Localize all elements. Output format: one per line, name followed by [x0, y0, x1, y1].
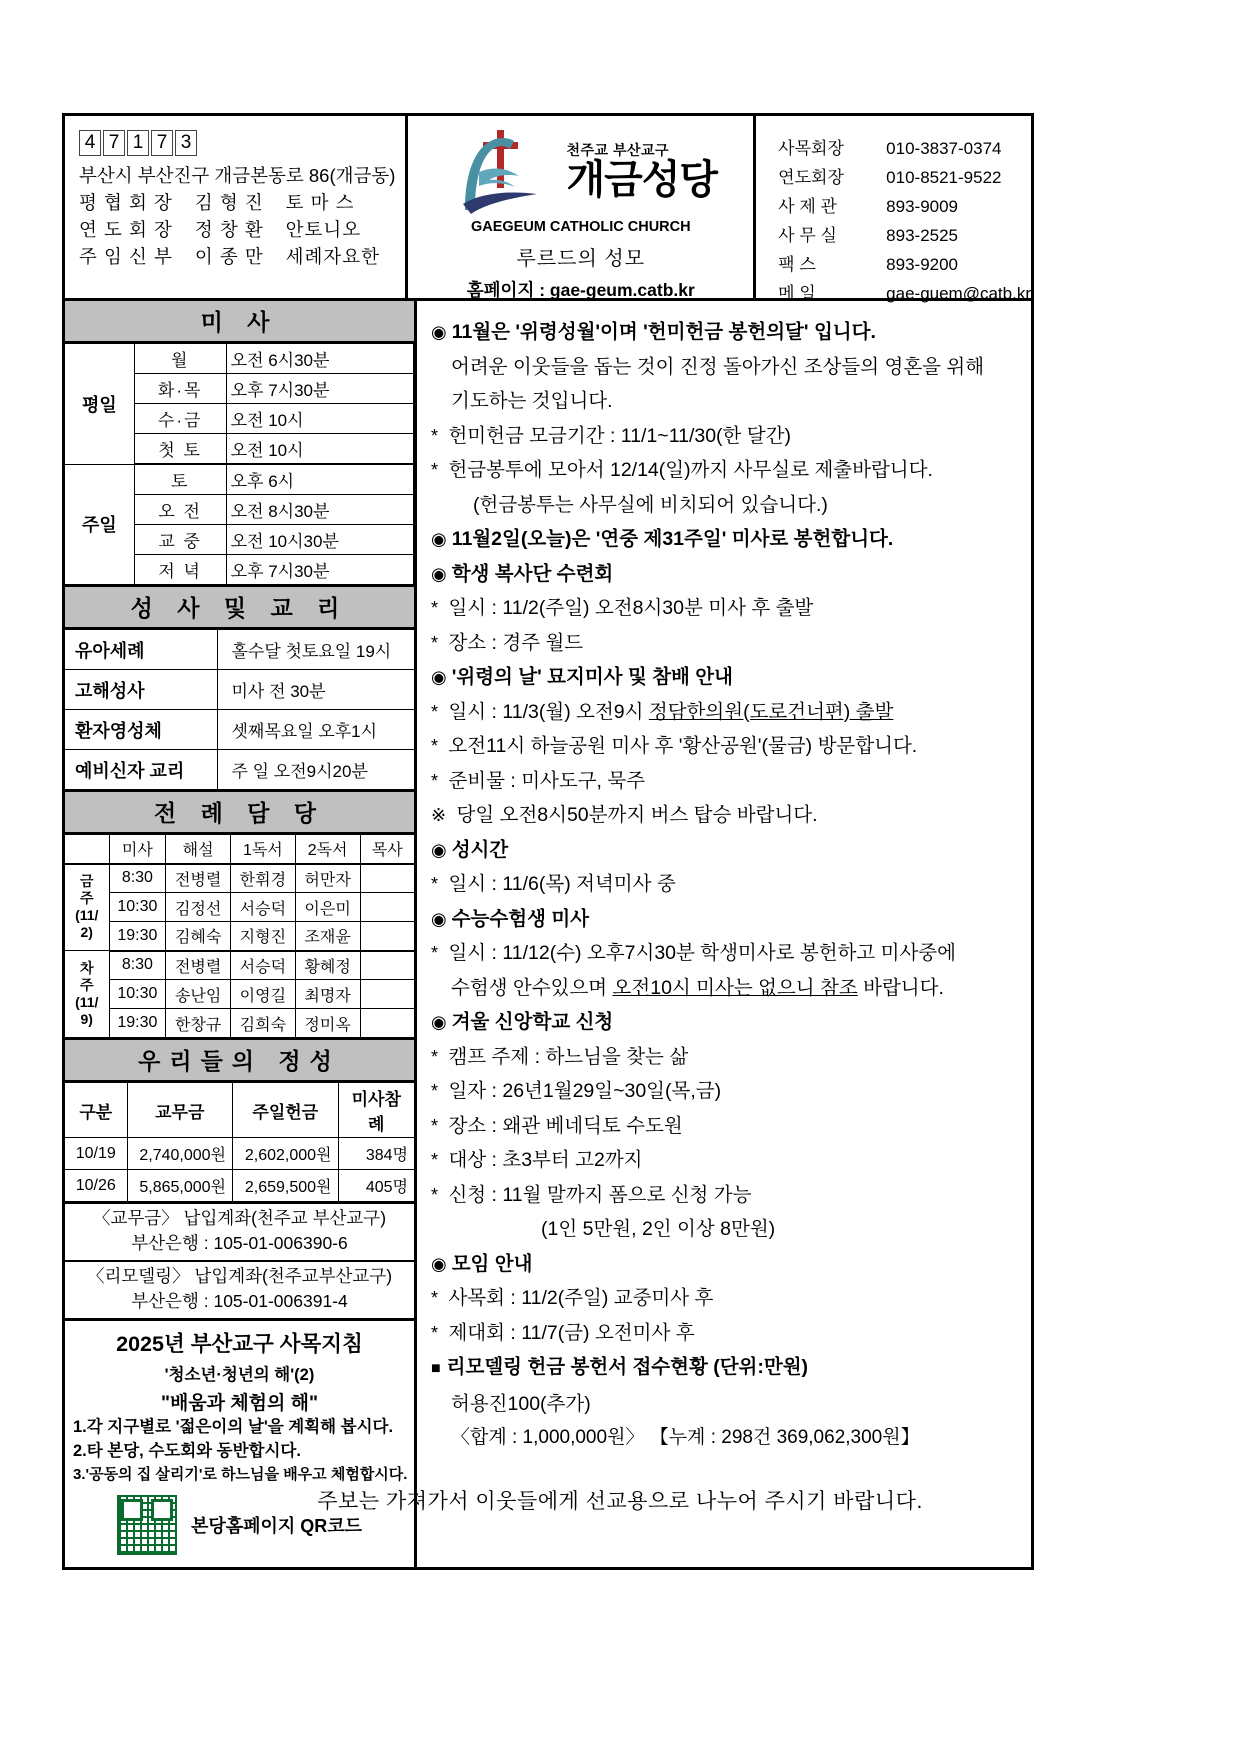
church-address: 부산시 부산진구 개금본동로 86(개금동)	[79, 165, 396, 186]
zip-digit: 4	[79, 130, 101, 156]
mass-day: 월	[134, 344, 226, 374]
qr-code-label: 본당홈페이지 QR코드	[190, 1516, 363, 1536]
mass-day: 토	[134, 464, 226, 495]
liturgy-server	[360, 893, 414, 922]
announcement-heading: ◉ 겨울 신앙학교 신청	[431, 1011, 614, 1033]
column-header: 목사	[360, 835, 414, 864]
account-number: 부산은행 : 105-01-006390-6	[131, 1233, 348, 1253]
circle-bullet-icon: ◉	[431, 667, 447, 687]
account-block-remodeling	[65, 1260, 414, 1318]
star-bullet-icon: *	[431, 632, 439, 653]
pastoral-guideline-block	[65, 1318, 414, 1567]
contact-row	[778, 221, 1031, 250]
contact-value: 893-2525	[886, 226, 959, 245]
liturgy-time: 8:30	[109, 951, 166, 980]
liturgy-time: 19:30	[109, 1009, 166, 1038]
church-name-en: GAEGEUM CATHOLIC CHURCH	[470, 219, 691, 235]
offering-table	[65, 1082, 414, 1202]
mass-day: 화·목	[134, 374, 226, 404]
circle-bullet-icon: ◉	[431, 908, 447, 929]
patron-name: 루르드의 성모	[516, 248, 646, 270]
announcement-line: * 장소 : 왜관 베네딕토 수도원	[431, 1114, 683, 1137]
contact-label: 팩 스	[778, 255, 816, 274]
announcement-line: ※ 당일 오전8시50분까지 버스 탑승 바랍니다.	[431, 804, 818, 826]
announcement-total: 〈합계 : 1,000,000원〉 【누계 : 298건 369,062,300원】	[451, 1427, 920, 1448]
role-name: 이 종 만	[194, 246, 264, 267]
announcement-heading: ◉ 모임 안내	[431, 1252, 533, 1275]
column-header: 1독서	[231, 835, 296, 864]
mass-time: 오후 6시	[226, 464, 413, 495]
star-bullet-icon: *	[431, 1081, 439, 1101]
guideline-subtitle-1: '청소년·청년의 해'(2)	[164, 1366, 315, 1384]
announcement-line: * 일시 : 11/6(목) 저녁미사 중	[431, 873, 676, 895]
mass-day: 첫 토	[134, 434, 226, 465]
table-row	[65, 1138, 414, 1170]
header-contact-block	[756, 116, 1031, 303]
mass-day: 교 중	[134, 525, 226, 555]
announcement-line: * 일시 : 11/12(수) 오후7시30분 학생미사로 봉헌하고 미사중에	[431, 942, 956, 964]
liturgy-server	[360, 980, 414, 1009]
liturgy-commentator: 김정선	[166, 893, 231, 922]
role-row	[79, 243, 395, 270]
contact-label: 연도회장	[778, 168, 844, 187]
left-column	[65, 301, 417, 1567]
liturgy-commentator: 전병렬	[166, 951, 231, 980]
liturgy-server	[360, 864, 414, 893]
circle-bullet-icon: ◉	[431, 839, 447, 860]
liturgy-reading1: 이영길	[231, 980, 296, 1009]
announcement-line: * 대상 : 초3부터 고2까지	[431, 1149, 643, 1171]
announcement-heading: ◉ 11월2일(오늘)은 '연중 제31주일' 미사로 봉헌합니다.	[431, 528, 894, 550]
mass-time: 오후 7시30분	[226, 374, 413, 404]
star-bullet-icon: *	[431, 1046, 439, 1067]
offering-date: 10/26	[65, 1170, 127, 1202]
liturgy-reading2: 최명자	[295, 980, 360, 1009]
liturgy-reading2: 조재윤	[295, 922, 360, 951]
sacrament-detail: 주 일 오전9시20분	[217, 750, 414, 790]
role-row	[79, 216, 395, 243]
role-baptismal: 세례자요한	[285, 246, 381, 267]
contact-row	[778, 250, 1031, 279]
offering-sunday: 2,602,000원	[233, 1138, 339, 1170]
homepage-text[interactable]: 홈페이지 : gae-geum.catb.kr	[466, 280, 695, 300]
table-row	[65, 670, 414, 710]
liturgy-time: 10:30	[109, 893, 166, 922]
liturgy-reading2: 정미옥	[295, 1009, 360, 1038]
table-row	[65, 710, 414, 750]
offering-attendance: 384명	[338, 1138, 414, 1170]
liturgy-reading2: 이은미	[295, 893, 360, 922]
announcement-heading: ◉ 11월은 '위령성월'이며 '헌미헌금 봉헌의달' 입니다.	[431, 321, 876, 343]
star-bullet-icon: *	[431, 1322, 439, 1343]
sacrament-detail: 셋째목요일 오후1시	[217, 710, 414, 750]
announcement-line: * 일시 : 11/3(월) 오전9시 정담한의원(도로건너편) 출발	[431, 700, 894, 723]
liturgy-server	[360, 951, 414, 980]
column-header: 2독서	[295, 835, 360, 864]
liturgy-reading1: 지형진	[231, 922, 296, 951]
liturgy-commentator: 김혜숙	[166, 922, 231, 951]
mass-section-title: 미 사	[65, 301, 414, 343]
contact-value: 893-9200	[886, 255, 959, 274]
mass-weekday-group-label: 평일	[65, 344, 134, 465]
announcement-heading: ◉ '위령의 날' 묘지미사 및 참배 안내	[431, 666, 733, 688]
mass-time: 오전 10시	[226, 404, 413, 434]
column-header: 미사참례	[338, 1083, 414, 1138]
liturgy-reading1: 김희숙	[231, 1009, 296, 1038]
liturgy-server	[360, 922, 414, 951]
sacrament-detail: 홀수달 첫토요일 19시	[217, 630, 414, 670]
role-row	[79, 189, 395, 216]
zip-code	[79, 130, 395, 156]
announcement-line: * 헌금봉투에 모아서 12/14(일)까지 사무실로 제출바랍니다.	[431, 459, 933, 481]
mass-time: 오전 10시	[226, 434, 413, 465]
bulletin-body	[62, 301, 1034, 1570]
offering-date: 10/19	[65, 1138, 127, 1170]
circle-bullet-icon: ◉	[431, 529, 447, 549]
table-row	[65, 1170, 414, 1202]
sacrament-name: 고해성사	[65, 670, 217, 710]
table-row	[65, 464, 414, 495]
header-address-block	[65, 116, 408, 298]
zip-digit: 7	[103, 130, 125, 156]
liturgy-commentator: 전병렬	[166, 864, 231, 893]
guideline-item: 3.'공동의 집 살리기'로 하느님을 배우고 체험합시다.	[73, 1466, 408, 1483]
announcement-line: * 준비물 : 미사도구, 묵주	[431, 769, 646, 792]
account-block-dues	[65, 1202, 414, 1260]
sacrament-name: 유아세례	[65, 630, 217, 670]
offering-dues: 5,865,000원	[127, 1170, 233, 1202]
liturgy-server	[360, 1009, 414, 1038]
star-bullet-icon: *	[431, 943, 439, 963]
table-row	[65, 922, 414, 951]
announcement-line: * 사목회 : 11/2(주일) 교중미사 후	[431, 1287, 714, 1309]
announcement-line: * 제대회 : 11/7(금) 오전미사 후	[431, 1321, 695, 1344]
liturgy-time: 19:30	[109, 922, 166, 951]
church-arch-cross-icon	[445, 124, 565, 216]
circle-bullet-icon: ◉	[431, 322, 447, 342]
guideline-subtitle-2: "배움과 체험의 해"	[160, 1393, 319, 1414]
account-title: 〈리모델링〉 납입계좌(천주교부산교구)	[86, 1266, 393, 1286]
sacrament-name: 환자영성체	[65, 710, 217, 750]
table-header-row	[65, 1083, 414, 1138]
announcement-line: * 일자 : 26년1월29일~30일(목,금)	[431, 1080, 722, 1102]
circle-bullet-icon: ◉	[431, 563, 447, 584]
mass-schedule-table	[65, 343, 414, 585]
mass-time: 오전 6시30분	[226, 344, 413, 374]
column-header	[65, 835, 109, 864]
announcement-line: 기도하는 것입니다.	[451, 390, 613, 412]
zip-digit: 7	[151, 130, 173, 156]
announcement-heading: ■ 리모델링 헌금 봉헌서 접수현황 (단위:만원)	[431, 1356, 809, 1378]
announcement-line: (헌금봉투는 사무실에 비치되어 있습니다.)	[473, 493, 828, 516]
announcement-heading: ◉ 학생 복사단 수련회	[431, 562, 614, 585]
liturgy-time: 10:30	[109, 980, 166, 1009]
table-row	[65, 344, 414, 374]
contact-row	[778, 163, 1031, 192]
liturgy-section-title: 전 례 담 당	[65, 790, 414, 834]
table-header-row	[65, 835, 414, 864]
offering-sunday: 2,659,500원	[233, 1170, 339, 1202]
announcement-line: * 오전11시 하늘공원 미사 후 '황산공원'(물금) 방문합니다.	[431, 735, 918, 757]
table-row	[65, 864, 414, 893]
liturgy-duty-table	[65, 834, 414, 1038]
liturgy-reading2: 허만자	[295, 864, 360, 893]
column-header: 주일헌금	[233, 1083, 339, 1138]
mass-sunday-group-label: 주일	[65, 464, 134, 585]
contact-value: 893-9009	[886, 197, 959, 216]
star-bullet-icon: *	[431, 1115, 439, 1136]
bulletin-header	[62, 113, 1034, 301]
sacraments-table	[65, 629, 414, 790]
contact-value: 010-8521-9522	[886, 168, 1002, 187]
guideline-item: 2.타 본당, 수도회와 동반합시다.	[73, 1442, 301, 1460]
announcement-line: 어려운 이웃들을 돕는 것이 진정 돌아가신 조상들의 영혼을 위해	[451, 355, 985, 378]
announcement-line: * 일시 : 11/2(주일) 오전8시30분 미사 후 출발	[431, 597, 814, 619]
church-logo	[408, 122, 753, 218]
table-row	[65, 893, 414, 922]
circle-bullet-icon: ◉	[431, 1253, 447, 1274]
offering-section-title: 우리들의 정성	[65, 1038, 414, 1082]
diocese-name: 천주교 부산교구	[566, 142, 670, 158]
announcement-heading: ◉ 수능수험생 미사	[431, 907, 589, 930]
church-name-kr: 개금성당	[566, 158, 718, 202]
liturgy-commentator: 한창규	[166, 1009, 231, 1038]
account-title: 〈교무금〉 납입계좌(천주교 부산교구)	[92, 1208, 387, 1228]
announcement-line: 수험생 안수있으며 오전10시 미사는 없으니 참조 바랍니다.	[451, 976, 944, 999]
contact-value[interactable]: gae-guem@catb.kr	[886, 284, 1031, 303]
zip-digit: 1	[127, 130, 149, 156]
role-name: 정 창 환	[194, 219, 264, 240]
liturgy-reading1: 한휘경	[231, 864, 296, 893]
table-row	[65, 951, 414, 980]
contact-row	[778, 134, 1031, 163]
contact-value: 010-3837-0374	[886, 139, 1002, 158]
liturgy-week-label: 차 주 (11/ 9)	[65, 951, 109, 1038]
contact-label: 메 일	[778, 284, 816, 303]
role-title: 평 협 회 장	[79, 192, 173, 213]
mass-time: 오전 10시30분	[226, 525, 413, 555]
liturgy-reading1: 서승덕	[231, 951, 296, 980]
role-title: 주 임 신 부	[79, 246, 173, 267]
announcement-underlined: 정담한의원(도로건너편) 출발	[648, 700, 894, 723]
star-bullet-icon: *	[431, 736, 439, 756]
contact-label: 사 제 관	[778, 197, 837, 216]
table-row	[65, 750, 414, 790]
offering-attendance: 405명	[338, 1170, 414, 1202]
table-row	[65, 1009, 414, 1038]
bulletin-page	[62, 113, 1034, 1570]
guideline-title: 2025년 부산교구 사목지침	[116, 1332, 363, 1356]
role-title: 연 도 회 장	[79, 219, 173, 240]
column-header: 교무금	[127, 1083, 233, 1138]
role-baptismal: 토 마 스	[285, 192, 355, 213]
liturgy-time: 8:30	[109, 864, 166, 893]
announcement-line: * 캠프 주제 : 하느님을 찾는 삶	[431, 1045, 689, 1068]
table-row	[65, 630, 414, 670]
contact-label: 사목회장	[778, 139, 844, 158]
star-bullet-icon: *	[431, 1150, 439, 1170]
role-name: 김 형 진	[194, 192, 264, 213]
mass-day: 저 녁	[134, 555, 226, 585]
guideline-item: 1.각 지구별로 '젊은이의 날'을 계획해 봅시다.	[73, 1418, 394, 1436]
column-header: 해설	[166, 835, 231, 864]
column-header: 구분	[65, 1083, 127, 1138]
sacraments-section-title: 성 사 및 교 리	[65, 585, 414, 629]
star-bullet-icon: *	[431, 1288, 439, 1308]
reference-mark-icon: ※	[431, 805, 447, 825]
zip-digit: 3	[175, 130, 197, 156]
header-logo-block	[408, 116, 756, 298]
contact-row	[778, 192, 1031, 221]
sacrament-name: 예비신자 교리	[65, 750, 217, 790]
star-bullet-icon: *	[431, 460, 439, 480]
column-header: 미사	[109, 835, 166, 864]
table-row	[65, 980, 414, 1009]
mass-time: 오후 7시30분	[226, 555, 413, 585]
liturgy-reading1: 서승덕	[231, 893, 296, 922]
circle-bullet-icon: ◉	[431, 1012, 447, 1032]
star-bullet-icon: *	[431, 770, 439, 791]
star-bullet-icon: *	[431, 425, 439, 446]
liturgy-commentator: 송난임	[166, 980, 231, 1009]
star-bullet-icon: *	[431, 1184, 439, 1205]
star-bullet-icon: *	[431, 598, 439, 618]
announcements-column	[417, 301, 1031, 1567]
sacrament-detail: 미사 전 30분	[217, 670, 414, 710]
mass-day: 오 전	[134, 495, 226, 525]
contact-label: 사 무 실	[778, 226, 837, 245]
announcement-line: (1인 5만원, 2인 이상 8만원)	[541, 1218, 776, 1240]
announcement-line: * 신청 : 11월 말까지 폼으로 신청 가능	[431, 1183, 752, 1206]
announcement-line: 허용진100(추가)	[451, 1392, 591, 1415]
page-footer: 주보는 가져가서 이웃들에게 선교용으로 나누어 주시기 바랍니다.	[317, 1490, 923, 1513]
liturgy-week-label: 금 주 (11/ 2)	[65, 864, 109, 951]
liturgy-reading2: 황혜정	[295, 951, 360, 980]
announcement-underlined: 오전10시 미사는 없으니 참조	[612, 976, 858, 999]
account-number: 부산은행 : 105-01-006391-4	[131, 1291, 348, 1311]
role-baptismal: 안토니오	[285, 219, 362, 240]
mass-time: 오전 8시30분	[226, 495, 413, 525]
announcement-line: * 장소 : 경주 월드	[431, 631, 584, 654]
announcement-heading: ◉ 성시간	[431, 838, 509, 861]
star-bullet-icon: *	[431, 874, 439, 894]
star-bullet-icon: *	[431, 701, 439, 722]
offering-dues: 2,740,000원	[127, 1138, 233, 1170]
square-bullet-icon: ■	[431, 1360, 441, 1377]
announcement-line: * 헌미헌금 모금기간 : 11/1~11/30(한 달간)	[431, 424, 791, 447]
mass-day: 수·금	[134, 404, 226, 434]
